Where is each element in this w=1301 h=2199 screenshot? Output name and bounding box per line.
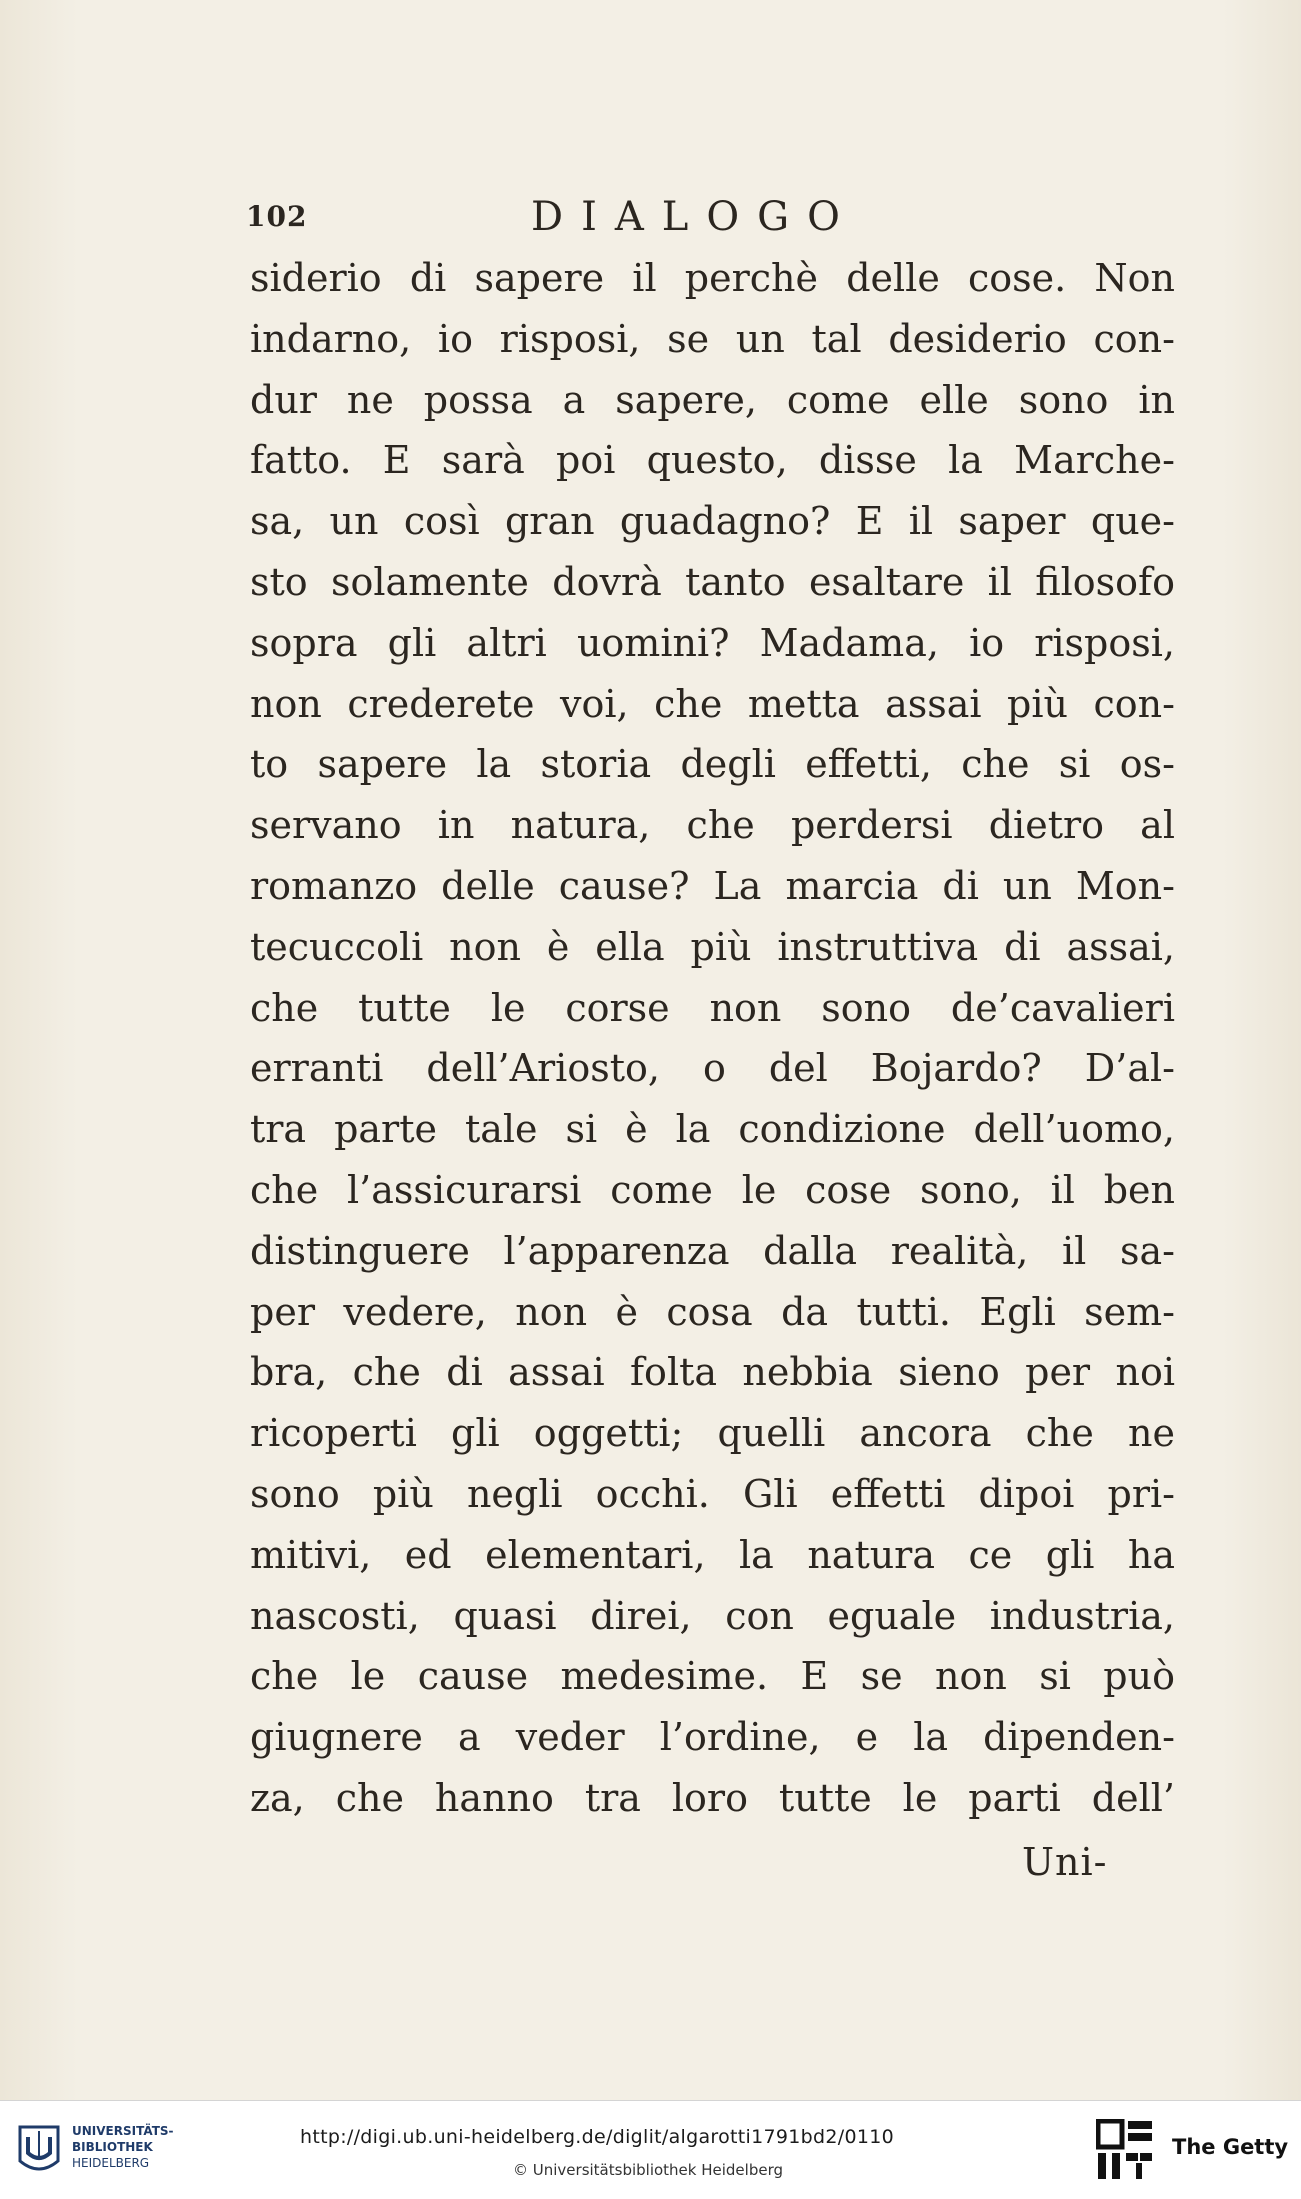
body-text	[250, 248, 1175, 1829]
catchword: Uni-	[1022, 1840, 1108, 1884]
text-line: dur ne possa a sapere, come elle sono in	[250, 377, 1175, 422]
text-line: to sapere la storia degli effetti, che si os-	[250, 742, 1175, 787]
text-line: sa, un così gran guadagno? E il saper que-	[250, 499, 1175, 544]
library-name-line: UNIVERSITÄTS-	[72, 2124, 174, 2138]
page-header	[246, 196, 1166, 256]
text-line: che le cause medesime. E se non si può	[250, 1654, 1175, 1699]
text-line: che tutte le corse non sono de’cavalieri	[250, 985, 1175, 1030]
text-line: fatto. E sarà poi questo, disse la Marche-	[250, 438, 1175, 483]
text-line: che l’assicurarsi come le cose sono, il ben	[250, 1167, 1175, 1212]
text-line: giugnere a veder l’ordine, e la dipenden-	[250, 1715, 1175, 1760]
copyright-notice: © Universitätsbibliothek Heidelberg	[513, 2161, 784, 2179]
page-number: 102	[246, 200, 308, 233]
text-line: distinguere l’apparenza dalla realità, il sa-	[250, 1228, 1175, 1273]
text-line: ricoperti gli oggetti; quelli ancora che ne	[250, 1411, 1175, 1456]
text-line: mitivi, ed elementari, la natura ce gli ha	[250, 1532, 1175, 1577]
text-line: sto solamente dovrà tanto esaltare il filosofo	[250, 559, 1175, 604]
text-line: erranti dell’Ariosto, o del Bojardo? D’al-	[250, 1046, 1175, 1091]
text-line: za, che hanno tra loro tutte le parti dell’	[250, 1775, 1175, 1820]
text-line: non crederete voi, che metta assai più con-	[250, 681, 1175, 726]
text-line: romanzo delle cause? La marcia di un Mon-	[250, 863, 1175, 908]
getty-name: The Getty	[1172, 2135, 1289, 2159]
text-line: sono più negli occhi. Gli effetti dipoi pri-	[250, 1471, 1175, 1516]
text-line: sopra gli altri uomini? Madama, io risposi,	[250, 620, 1175, 665]
text-line: siderio di sapere il perchè delle cose. Non	[250, 256, 1175, 300]
text-line: nascosti, quasi direi, con eguale industria,	[250, 1593, 1175, 1638]
library-name-line: BIBLIOTHEK	[72, 2140, 153, 2154]
getty-logo-icon	[1096, 2119, 1154, 2181]
library-name-line: HEIDELBERG	[72, 2156, 150, 2170]
viewer-footer	[0, 2100, 1301, 2199]
running-title: DIALOGO	[531, 194, 858, 240]
permalink-url[interactable]: http://digi.ub.uni-heidelberg.de/diglit/algarotti1791bd2/0110	[300, 2126, 895, 2148]
text-line: tecuccoli non è ella più instruttiva di assai,	[250, 924, 1175, 969]
text-line: bra, che di assai folta nebbia sieno per noi	[250, 1350, 1175, 1395]
library-name	[72, 2123, 174, 2171]
text-line: indarno, io risposi, se un tal desiderio con-	[250, 316, 1175, 361]
text-line: tra parte tale si è la condizione dell’uomo,	[250, 1107, 1175, 1152]
text-line: per vedere, non è cosa da tutti. Egli sem-	[250, 1289, 1175, 1334]
university-library-logo-icon	[14, 2121, 64, 2177]
text-line: servano in natura, che perdersi dietro al	[250, 803, 1175, 848]
